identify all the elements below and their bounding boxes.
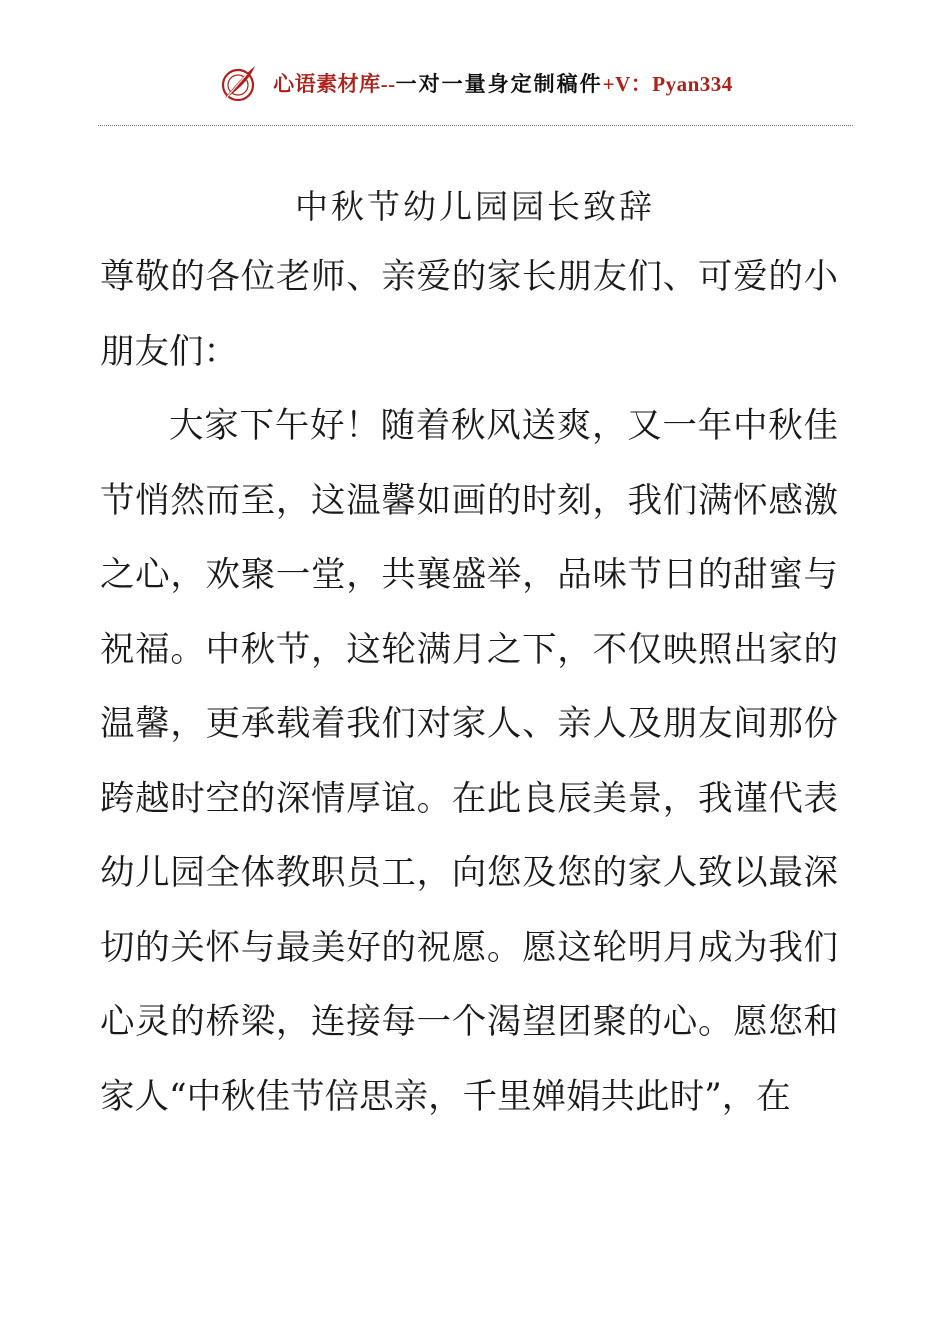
page-header [0, 58, 950, 108]
document-title: 中秋节幼儿园园长致辞 [295, 187, 655, 226]
header-contact: +V：Pyan334 [602, 72, 733, 96]
header-separator: -- [380, 72, 396, 96]
header-slogan: 一对一量身定制稿件 [395, 72, 603, 96]
brand-name: 心语素材库 [273, 72, 381, 96]
body-paragraph: 大家下午好！随着秋风送爽，又一年中秋佳节悄然而至，这温馨如画的时刻，我们满怀感激之心，欢聚一堂，共襄盛举，品味节日的甜蜜与祝福。中秋节，这轮满月之下，不仅映照出家的温馨，更承载着我们对家人、亲人及朋友间那份跨越时空的深情厚谊。在此良辰美景，我谨代表幼儿园全体教职员工，向您及您的家人致以最深切的关怀与最美好的祝愿。愿这轮明月成为我们心灵的桥梁，连接每一个渴望团聚的心。愿您和家人“中秋佳节倍思亲，千里婵娟共此时”，在 [100, 406, 838, 1117]
header-divider [98, 125, 853, 126]
quill-pen-logo-icon [217, 62, 259, 104]
header-line [273, 68, 733, 98]
document-body [100, 240, 838, 1134]
salutation: 尊敬的各位老师、亲爱的家长朋友们、可爱的小朋友们： [100, 257, 838, 372]
